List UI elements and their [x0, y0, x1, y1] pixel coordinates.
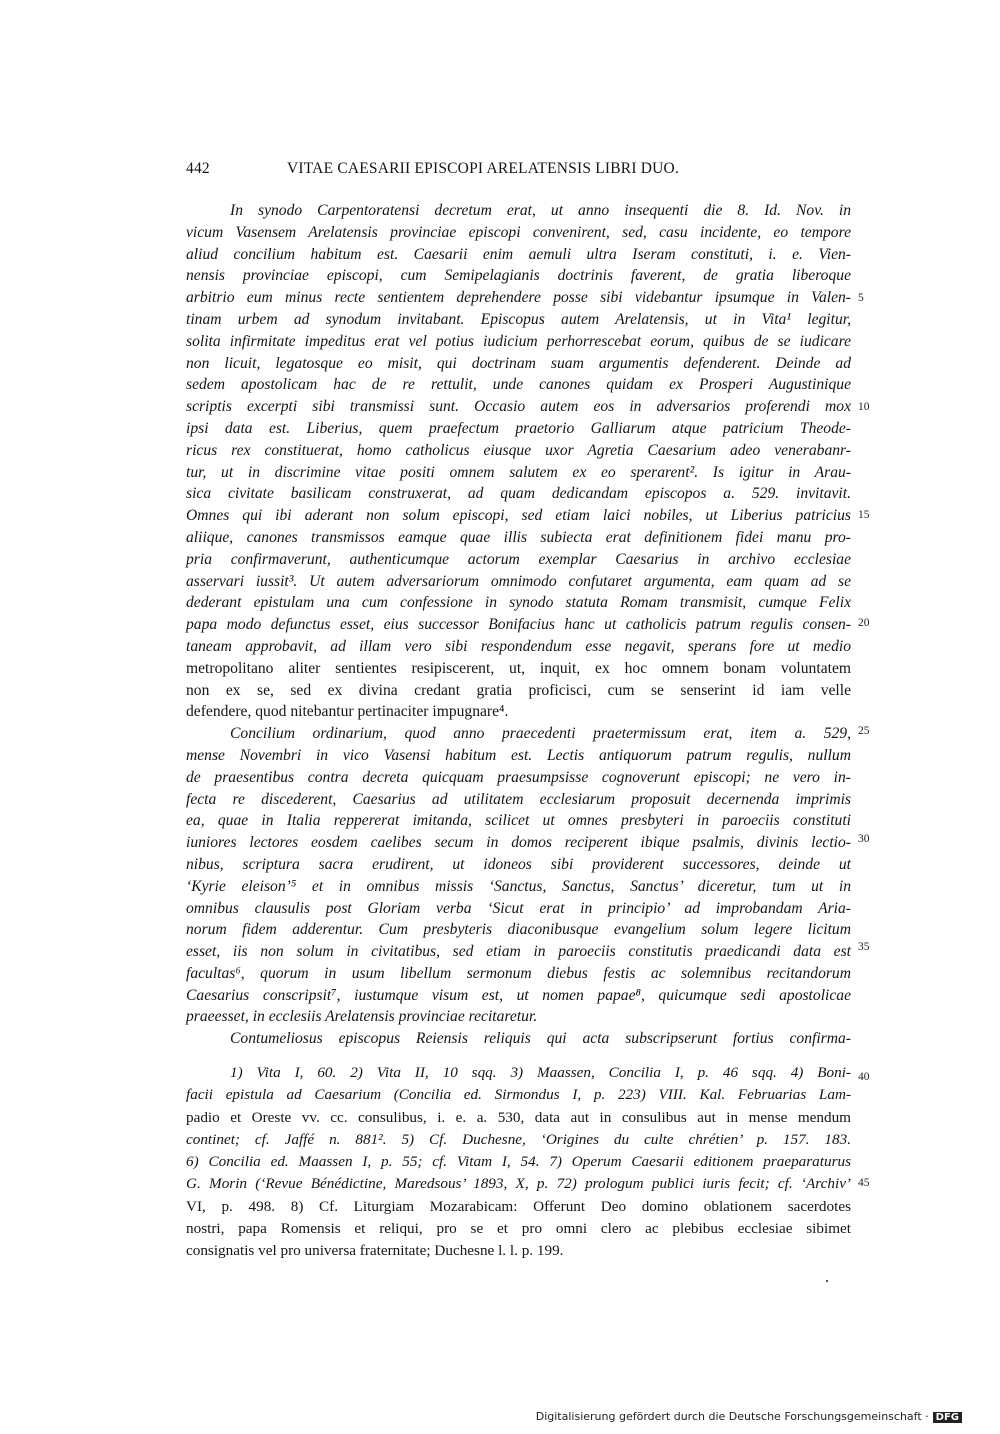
text-line: In synodo Carpentoratensi decretum erat, ut anno insequenti die 8. Id. Nov. in: [230, 202, 851, 219]
credit-text: Digitalisierung gefördert durch die Deutsche Forschungsgemeinschaft ·: [535, 1410, 929, 1423]
footnote-line: continet; cf. Jaffé n. 881². 5) Cf. Duchesne, ‘Origines du culte chrétien’ p. 157. 183.: [186, 1130, 851, 1148]
text-line: aliud concilium habitum est. Caesarii enim aemuli ultra Iseram constituti, i. e. Vien-: [186, 245, 851, 263]
footnote-line: VI, p. 498. 8) Cf. Liturgiam Mozarabicam: Offerunt Deo domino oblationem sacerdotes: [186, 1197, 851, 1215]
text-line: solita infirmitate impeditus erat vel potius iudicium perhorrescebat eorum, quibus de se iudicare: [186, 332, 851, 350]
text-line: de praesentibus contra decreta quicquam praesumpsisse cognoverunt episcopi; ne vero in-: [186, 768, 851, 786]
text-line: pria confirmaverunt, authenticumque actorum exemplar Caesarius in archivo ecclesiae: [186, 550, 851, 568]
text-line: praeesset, in ecclesiis Arelatensis provinciae recitaretur.: [186, 1008, 538, 1026]
line-number: 35: [858, 941, 870, 953]
text-line: ea, quae in Italia reppererat imitanda, scilicet ut omnes presbyteri in paroeciis constituti: [186, 812, 851, 830]
footnote-line: consignatis vel pro universa fraternitate; Duchesne l. l. p. 199.: [186, 1242, 564, 1260]
page-number: 442: [186, 160, 210, 177]
footnote-line: padio et Oreste vv. cc. consulibus, i. e. a. 530, data aut in consulibus aut in mense mendum: [186, 1108, 851, 1126]
text-line: vicum Vasensem Arelatensis provinciae episcopi convenirent, sed, casu incidente, eo tempore: [186, 223, 851, 241]
text-line: ipsi data est. Liberius, quem praefectum praetorio Galliarum atque patricium Theode-: [186, 419, 851, 437]
text-line: nibus, scriptura sacra erudirent, ut idoneos sibi providerent successores, deinde ut: [186, 855, 851, 873]
text-line: ‘Kyrie eleison’⁵ et in omnibus missis ‘Sanctus, Sanctus, Sanctus’ diceretur, tum ut in: [186, 877, 851, 895]
dfg-logo: DFG: [933, 1412, 962, 1423]
text-line: Contumeliosus episcopus Reiensis reliquis qui acta subscripserunt fortius confirma-: [230, 1030, 851, 1048]
text-line: iuniores lectores eosdem caelibes secum in domos reciperent ibique psalmis, divinis lectio-: [186, 834, 851, 852]
text-line: omnibus clausulis post Gloriam verba ‘Sicut erat in principio’ ad improbandam Aria-: [186, 899, 851, 917]
footnote-line: nostri, papa Romensis et reliqui, pro se et pro omni clero ac plebibus ecclesiae sibimet: [186, 1220, 851, 1238]
running-title: VITAE CAESARII EPISCOPI ARELATENSIS LIBRI DUO.: [287, 160, 680, 177]
line-number: 25: [858, 725, 870, 737]
text-line: nensis provinciae episcopi, cum Semipelagianis doctrinis faverent, de gratia liberoque: [186, 267, 851, 285]
line-number: 45: [858, 1177, 870, 1189]
text-line: fecta re discederent, Caesarius ad utilitatem ecclesiarum proposuit decernenda imprimis: [186, 790, 851, 808]
text-line: scriptis excerpti sibi transmissi sunt. Occasio autem eos in adversarios proferendi mox: [186, 398, 851, 416]
speck: [826, 1280, 828, 1282]
footnote-line: 1) Vita I, 60. 2) Vita II, 10 sqq. 3) Maassen, Concilia I, p. 46 sqq. 4) Boni-: [230, 1064, 851, 1081]
text-line: Caesarius conscripsit⁷, iustumque visum est, ut nomen papae⁸, quicumque sedi apostolicae: [186, 986, 851, 1004]
footnote-line: G. Morin (‘Revue Bénédictine, Maredsous’ 1893, X, p. 72) prologum publici iuris fecit; cf. ‘Archiv’: [186, 1175, 851, 1193]
footnotes: [186, 1062, 851, 1263]
line-number: 10: [858, 401, 870, 413]
text-line: taneam approbavit, ad illam vero sibi respondendum esse negavit, sperans fore ut medio: [186, 637, 851, 655]
main-text: [186, 200, 851, 1050]
digitization-credit: [536, 1410, 962, 1423]
text-line: facultas⁶, quorum in usum libellum sermonum diebus festis ac solemnibus recitandorum: [186, 964, 851, 982]
footnote-line: 6) Concilia ed. Maassen I, p. 55; cf. Vitam I, 54. 7) Operum Caesarii editionem praeparaturus: [186, 1153, 851, 1171]
line-number: 5: [858, 292, 864, 304]
text-line: Omnes qui ibi aderant non solum episcopi, sed etiam laici nobiles, ut Liberius patricius: [186, 507, 851, 525]
text-line: norum fidem adderentur. Cum presbyteris diaconibusque evangelium solum legere licitum: [186, 921, 851, 939]
footnote-line: facii epistula ad Caesarium (Concilia ed. Sirmondus I, p. 223) VIII. Kal. Februarias Lam-: [186, 1086, 851, 1104]
text-line: sedem apostolicam hac de re rettulit, unde canones quidam ex Prosperi Augustinique: [186, 376, 851, 394]
line-number: 20: [858, 617, 870, 629]
text-line: tinam urbem ad synodum invitabant. Episcopus autem Arelatensis, ut in Vita¹ legitur,: [186, 310, 851, 328]
text-line: papa modo defunctus esset, eius successor Bonifacius hanc ut catholicis patrum regulis consen-: [186, 616, 851, 634]
text-line: arbitrio eum minus recte sentientem deprehendere posse sibi videbantur ipsumque in Valen-: [186, 289, 851, 307]
line-number: 15: [858, 509, 870, 521]
text-line: sica civitate basilicam construxerat, ad quam dedicandam episcopos a. 529. invitavit.: [186, 485, 851, 503]
text-line: dederant epistulam una cum confessione in synodo statuta Romam transmisit, cumque Felix: [186, 594, 851, 612]
text-line: non ex se, sed ex divina credant gratia proficisci, cum se senserint id iam velle: [186, 681, 851, 699]
text-line: defendere, quod nitebantur pertinaciter impugnare⁴.: [186, 703, 509, 721]
text-line: aliique, canones transmissos eamque quae illis subiecta erat definitionem fidei manu pro-: [186, 528, 851, 546]
text-line: asservari iussit³. Ut autem adversariorum omnimodo confutaret argumenta, eam quam ad se: [186, 572, 851, 590]
text-line: tur, ut in discrimine vitae positi omnem salutem ex eo sperarent². Is igitur in Arau-: [186, 463, 851, 481]
text-line: Concilium ordinarium, quod anno praecedenti praetermissum erat, item a. 529,: [230, 725, 851, 743]
text-line: non licuit, legatosque eo misit, qui doctrinam suam argumentis defenderent. Deinde ad: [186, 354, 851, 372]
text-line: metropolitano aliter sentientes resipiscerent, ut, inquit, ex hoc omnem bonam voluntatem: [186, 659, 851, 677]
text-line: ricus rex constituerat, homo catholicus eiusque uxor Agretia Caesarium adeo venerabanr-: [186, 441, 851, 459]
line-number: 30: [858, 833, 870, 845]
line-number: 40: [858, 1071, 870, 1083]
text-line: esset, iis non solum in civitatibus, sed etiam in paroeciis constitutis praedicandi data est: [186, 943, 851, 961]
text-line: mense Novembri in vico Vasensi habitum est. Lectis antiquorum patrum regulis, nullum: [186, 746, 851, 764]
